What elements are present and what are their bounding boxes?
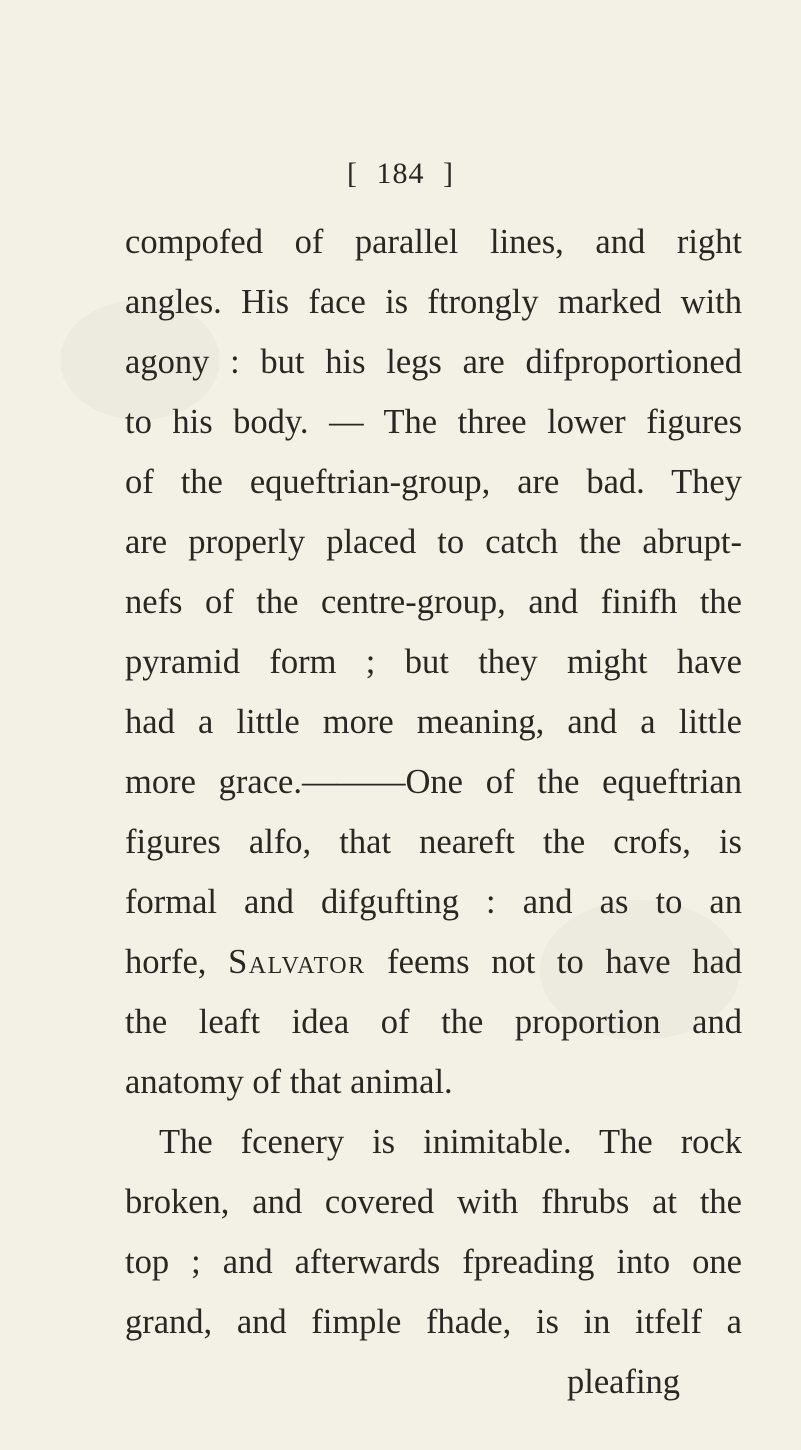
text-line: grand, and fimple fhade, is in itfelf a	[125, 1303, 742, 1341]
text-line: nefs of the centre-group, and finifh the	[125, 583, 742, 621]
text-line: formal and difgufting : and as to an	[125, 883, 742, 921]
text-line: of the equeftrian-group, are bad. They	[125, 463, 742, 501]
text-line: to his body. — The three lower figures	[125, 403, 742, 441]
author-name: Salvator	[228, 943, 366, 981]
text-line: the leaft idea of the proportion and	[125, 1003, 742, 1041]
catchword: pleafing	[567, 1363, 681, 1401]
text-line: figures alfo, that neareft the crofs, is	[125, 823, 742, 861]
text-line-part: feems not to have had	[365, 943, 743, 981]
page-number: [ 184 ]	[347, 157, 454, 190]
text-line: compofed of parallel lines, and right	[125, 223, 742, 261]
text-line: broken, and covered with fhrubs at the	[125, 1183, 742, 1221]
text-line: agony : but his legs are difproportioned	[125, 343, 742, 381]
text-line: pyramid form ; but they might have	[125, 643, 742, 681]
text-line: are properly placed to catch the abrupt-	[125, 523, 742, 561]
text-line: had a little more meaning, and a little	[125, 703, 742, 741]
text-line: top ; and afterwards fpreading into one	[125, 1243, 742, 1281]
text-line: more grace.———One of the equeftrian	[125, 763, 742, 801]
text-line: The fcenery is inimitable. The rock	[159, 1123, 742, 1161]
text-line	[125, 932, 742, 992]
text-line: angles. His face is ftrongly marked with	[125, 283, 742, 321]
text-line-part: horfe,	[125, 943, 229, 981]
text-line: anatomy of that animal.	[125, 1063, 453, 1101]
